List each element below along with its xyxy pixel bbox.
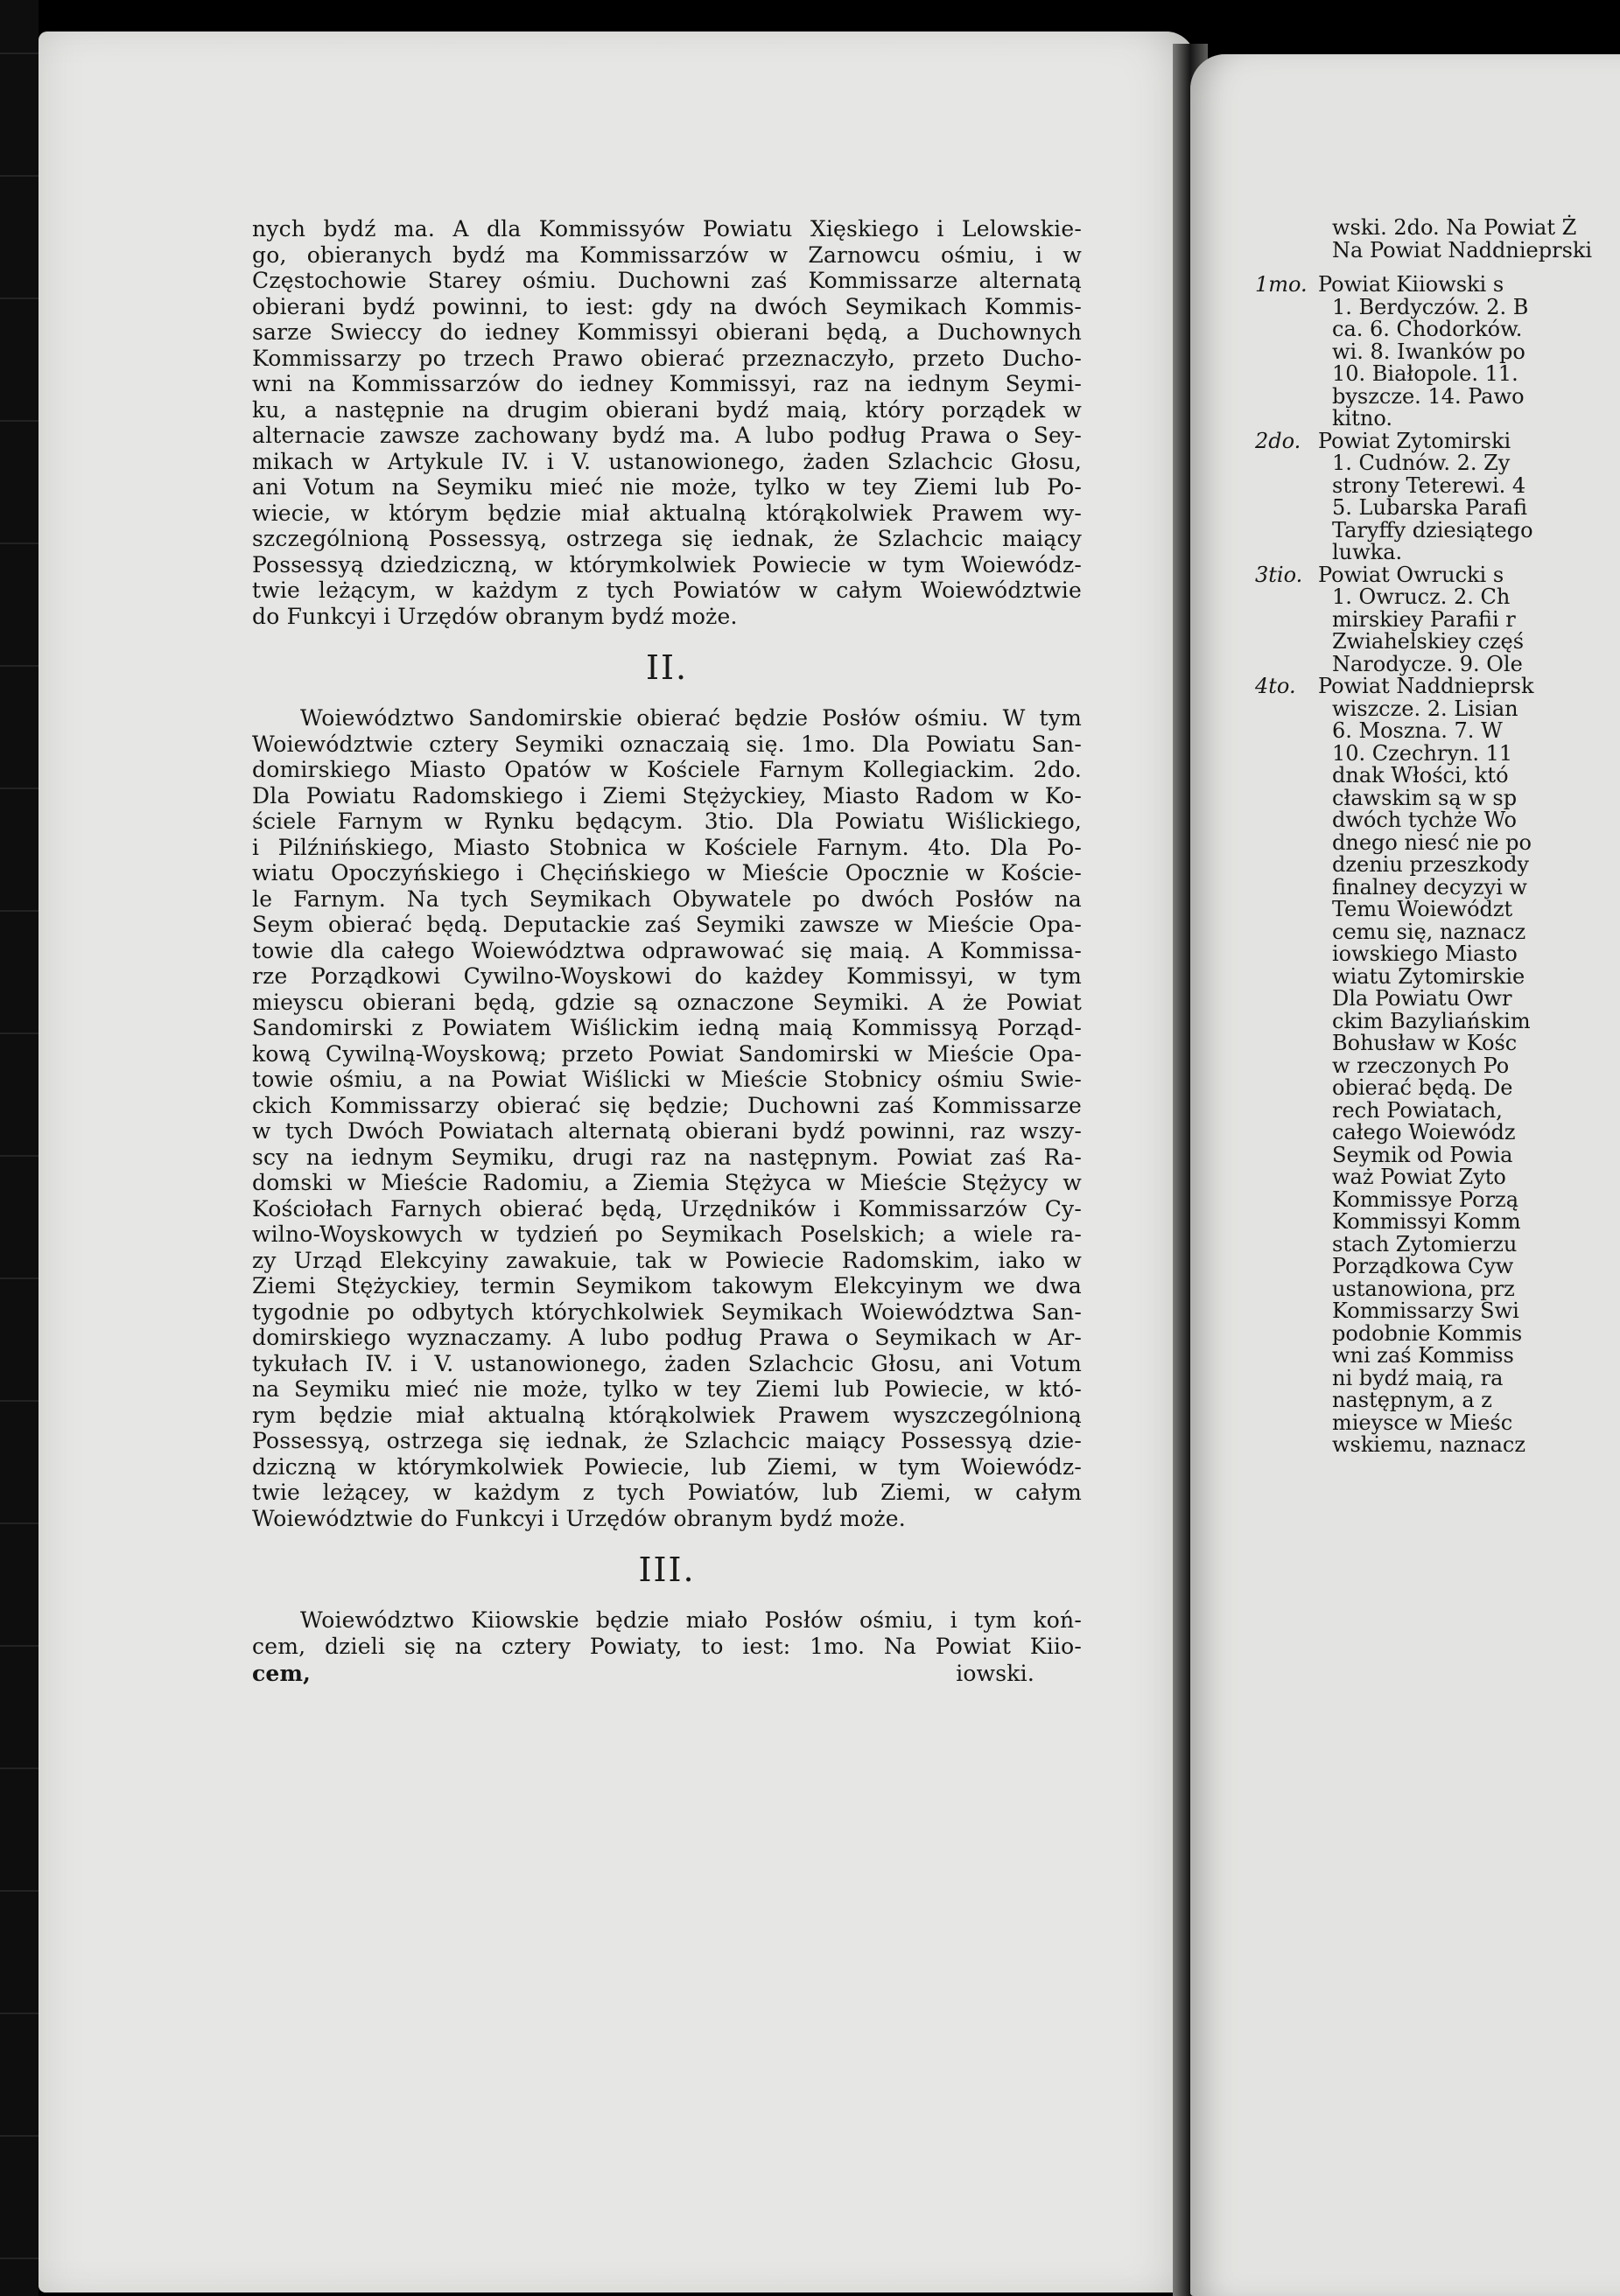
right-text-line: [1332, 740, 1620, 766]
text-line: Woiewództwie do Funkcyi i Urzędów obranym bydź może.: [252, 1505, 906, 1531]
right-text-line: [1332, 606, 1620, 632]
right-text-line: [1332, 408, 1620, 430]
line-text: kitno.: [1332, 406, 1392, 430]
text-line: Woiewództwo Sandomirskie obierać będzie Posłów ośmiu. W tym: [300, 705, 1082, 731]
text-line: obierani bydź powinni, to iest: gdy na dwóch Seymikach Kommis-: [252, 293, 1082, 319]
line-text: dnego niesć nie po: [1332, 830, 1532, 855]
right-text-line: [1332, 452, 1620, 475]
line-text: Taryffy dziesiątego: [1332, 517, 1533, 542]
line-text: Porządkowa Cyw: [1332, 1254, 1514, 1278]
line-text: Zwiahelskiey częś: [1332, 629, 1525, 654]
line-text: luwka.: [1332, 540, 1403, 564]
line-text: Temu Woiewództ: [1332, 897, 1513, 921]
line-text: obierać będą. De: [1332, 1075, 1513, 1100]
text-line: twie leżącey, w każdym z tych Powiatów, lub Ziemi, w całym: [252, 1480, 1082, 1505]
right-text-line: [1332, 899, 1620, 921]
line-text: Kommissye Porzą: [1332, 1186, 1518, 1212]
line-text: wiszcze. 2. Lisian: [1332, 696, 1518, 721]
line-text: wi. 8. Iwanków po: [1332, 339, 1525, 364]
section-number-3: III.: [638, 1550, 696, 1589]
text-line: ściele Farnym w Rynku będącym. 3tio. Dla Powiatu Wiślickiego,: [252, 808, 1082, 834]
text-line: ckich Kommissarzy obierać się będzie; Duchowni zaś Kommissarze: [252, 1092, 1082, 1118]
text-line: rym będzie miał aktualną którąkolwiek Prawem wyszczególnioną: [252, 1402, 1082, 1428]
right-text-line: [1332, 651, 1620, 676]
line-text: Bohusław w Kośc: [1332, 1031, 1518, 1055]
line-text: ustanowiona, prz: [1332, 1276, 1515, 1301]
line-text: następnym, a z: [1332, 1388, 1492, 1412]
text-line: tygodnie po odbytych którychkolwiek Seymikach Woiewództwa San-: [252, 1298, 1082, 1325]
line-text: 10. Czechryn. 11: [1332, 740, 1513, 766]
text-line: go, obieranych bydź ma Kommissarzów w Zarnowcu ośmiu, i w: [252, 242, 1082, 268]
line-text: waż Powiat Zyto: [1332, 1165, 1506, 1189]
scan-edge: [0, 0, 39, 2296]
text-line: Woiewództwie cztery Seymiki oznaczaią się. 1mo. Dla Powiatu San-: [252, 731, 1082, 757]
text-line: wilno-Woyskowych w tydzień po Seymikach Poselskich; a wiele ra-: [252, 1222, 1082, 1247]
right-text-line: [1332, 854, 1620, 877]
right-text-line: [1332, 1278, 1620, 1301]
right-text-line: [1332, 765, 1620, 788]
line-text: strony Teterewi. 4: [1332, 472, 1526, 498]
line-text: wskiemu, naznacz: [1332, 1432, 1526, 1457]
line-text: Dla Powiatu Owr: [1332, 986, 1512, 1011]
left-page-text: [252, 216, 1082, 1687]
text-line: i Pilźnińskiego, Miasto Stobnica w Kościele Farnym. 4to. Dla Po-: [252, 834, 1082, 860]
right-text-line: [1332, 1008, 1620, 1033]
right-text-line: [1332, 1166, 1620, 1189]
line-text: byszcze. 14. Pawo: [1332, 383, 1525, 409]
line-text: 1. Cudnów. 2. Zy: [1332, 451, 1511, 475]
line-text: dnak Włości, któ: [1332, 763, 1509, 788]
right-text-line: [1332, 809, 1620, 832]
text-line: twie leżącym, w każdym z tych Powiatów w całym Woiewództwie: [252, 578, 1082, 603]
text-line: zy Urząd Elekcyiny zawakuie, tak w Powiecie Radomskim, iako w: [252, 1247, 1082, 1273]
right-text-line: [1332, 1320, 1620, 1346]
right-text-line: [1255, 674, 1620, 698]
right-text-line: [1332, 1300, 1620, 1323]
text-line: kową Cywilną-Woyskową; przeto Powiat Sandomirski w Mieście Opa-: [252, 1040, 1082, 1067]
text-line: Possessyą dziedziczną, w którymkolwiek Powiecie w tym Woiewódz-: [252, 551, 1082, 578]
right-text-line: [1332, 785, 1620, 810]
right-page-text: [1255, 215, 1620, 1457]
right-text-line: [1332, 472, 1620, 498]
text-line: dziczną w którymkolwiek Powiecie, lub Ziemi, w tym Woiewódz-: [252, 1453, 1082, 1480]
text-line: tykułach IV. i V. ustanowionego, żaden Szlachcic Głosu, ani Votum: [252, 1350, 1082, 1376]
line-text: Na Powiat Naddnieprski: [1332, 237, 1593, 262]
right-text-line: [1332, 1032, 1620, 1055]
right-text-line: [1332, 341, 1620, 364]
line-text: cławskim są w sp: [1332, 785, 1518, 810]
right-text-line: [1332, 921, 1620, 944]
right-text-line: [1332, 963, 1620, 989]
text-line: Dla Powiatu Radomskiego i Ziemi Stężyckiey, Miasto Radom w Ko-: [252, 782, 1082, 808]
section-number-2: II.: [645, 648, 689, 687]
text-line: wni na Kommissarzów do iedney Kommissyi, raz na iednym Seymi-: [252, 371, 1082, 396]
text-line: Possessyą, ostrzega się iednak, że Szlachcic maiący Possessyą dzie-: [252, 1428, 1082, 1453]
right-text-line: [1255, 272, 1620, 297]
text-line: wiatu Opoczyńskiego i Chęcińskiego w Mieście Opocznie w Koście-: [252, 860, 1082, 886]
text-line: Sandomirski z Powiatem Wiślickim iedną maią Kommissyą Porząd-: [252, 1015, 1082, 1040]
text-line: le Farnym. Na tych Seymikach Obywatele po dwóch Posłów na: [252, 886, 1082, 912]
right-text-line: [1332, 1122, 1620, 1144]
right-text-line: [1332, 943, 1620, 966]
right-text-line: [1255, 562, 1620, 587]
right-text-line: [1332, 517, 1620, 542]
line-text: Kommissarzy Swi: [1332, 1298, 1519, 1323]
right-text-line: [1332, 318, 1620, 341]
right-text-line: [1332, 631, 1620, 654]
right-text-line: [1255, 428, 1620, 453]
text-line: sarze Swieccy do iedney Kommissyi obierani będą, a Duchownych: [252, 319, 1082, 345]
line-text: mirskiey Parafii r: [1332, 606, 1516, 632]
line-text: Powiat Kiiowski s: [1318, 272, 1504, 297]
paragraph-3: [252, 1607, 1082, 1659]
right-text-line: [1332, 1412, 1620, 1435]
text-line: szczególnioną Possessyą, ostrzega się iednak, że Szlachcic maiący: [252, 526, 1082, 551]
line-text: wski. 2do. Na Powiat Ż: [1332, 215, 1577, 240]
line-text: w rzeczonych Po: [1332, 1053, 1510, 1078]
right-text-line: [1332, 1390, 1620, 1412]
text-line: wiecie, w którym będzie miał aktualną którąkolwiek Prawem wy-: [252, 500, 1082, 526]
line-text: 6. Moszna. 7. W: [1332, 718, 1503, 743]
line-text: podobnie Kommis: [1332, 1320, 1523, 1346]
paragraph-1: [252, 216, 1082, 629]
line-text: całego Woiewódz: [1332, 1120, 1516, 1144]
line-text: 10. Białopole. 11.: [1332, 361, 1518, 386]
text-line: Kościołach Farnych obierać będą, Urzędników i Kommissarzów Cy-: [252, 1195, 1082, 1222]
section-label: 4to.: [1255, 674, 1296, 698]
section-label: 3tio.: [1255, 562, 1303, 587]
paragraph-2: [252, 705, 1082, 1531]
right-text-line: [1332, 497, 1620, 520]
text-line: na Seymiku mieć nie może, tylko w tey Ziemi lub Powiecie, w któ-: [252, 1376, 1082, 1402]
section-label: 2do.: [1255, 428, 1301, 453]
text-line: Woiewództwo Kiiowskie będzie miało Posłów ośmiu, i tym koń-: [300, 1607, 1082, 1633]
text-line: rze Porządkowi Cywilno-Woyskowi do każdey Kommissyi, w tym: [252, 963, 1082, 989]
right-text-line: [1332, 1055, 1620, 1078]
line-text: Narodycze. 9. Ole: [1332, 651, 1523, 676]
line-text: Powiat Naddnieprsk: [1318, 674, 1534, 698]
right-text-line: [1332, 720, 1620, 743]
right-text-line: [1332, 874, 1620, 900]
right-text-line: [1332, 217, 1620, 240]
line-text: rech Powiatach,: [1332, 1097, 1503, 1123]
right-text-line: [1332, 1434, 1620, 1457]
right-text-line: [1332, 698, 1620, 721]
line-text: Seymik od Powia: [1332, 1142, 1513, 1167]
text-line: alternacie zawsze zachowany bydź ma. A lubo podług Prawa o Sey-: [252, 423, 1082, 448]
text-line: do Funkcyi i Urzędów obranym bydź może.: [252, 603, 738, 629]
text-line: mikach w Artykule IV. i V. ustanowionego, żaden Szlachcic Głosu,: [252, 448, 1082, 474]
text-line: domirskiego Miasto Opatów w Kościele Farnym Kollegiackim. 2do.: [252, 757, 1082, 782]
line-text: dzeniu przeszkody: [1332, 852, 1529, 877]
right-text-line: [1332, 1097, 1620, 1123]
line-text: 1. Owrucz. 2. Ch: [1332, 584, 1511, 609]
line-text: wiatu Zytomirskie: [1332, 963, 1525, 989]
text-line: Seym obierać będą. Deputackie zaś Seymiki zawsze w Mieście Opa-: [252, 912, 1082, 937]
right-text-line: [1332, 294, 1620, 319]
right-text-line: [1332, 363, 1620, 386]
line-text: iowskiego Miasto: [1332, 942, 1518, 966]
line-text: dwóch tychże Wo: [1332, 808, 1517, 832]
text-line: cem, dzieli się na cztery Powiaty, to iest: 1mo. Na Powiat Kiio-: [252, 1633, 1082, 1659]
text-line: towie dla całego Woiewództwa odprawować się maią. A Kommissa-: [252, 937, 1082, 963]
right-text-line: [1332, 1365, 1620, 1390]
section-label: 1mo.: [1255, 272, 1308, 297]
text-line: domski w Mieście Radomiu, a Ziemia Stężyca w Mieście Stężycy w: [252, 1170, 1082, 1195]
line-text: mieysce w Mieśc: [1332, 1410, 1513, 1435]
text-line: domirskiego wyznaczamy. A lubo podług Prawa o Seymikach w Ar-: [252, 1325, 1082, 1350]
right-text-line: [1332, 1345, 1620, 1368]
right-text-line: [1332, 586, 1620, 609]
line-text: wni zaś Kommiss: [1332, 1343, 1514, 1368]
text-line: ku, a następnie na drugim obierani bydź maią, który porządek w: [252, 396, 1082, 423]
right-text-line: [1332, 1077, 1620, 1100]
text-line: Kommissarzy po trzech Prawo obierać przeznaczyło, przeto Ducho-: [252, 345, 1082, 371]
right-text-line: [1332, 383, 1620, 409]
catchword-right: iowski.: [956, 1661, 1034, 1686]
text-line: towie ośmiu, a na Powiat Wiślicki w Mieście Stobnicy ośmiu Swie-: [252, 1067, 1082, 1092]
line-text: ni bydź maią, ra: [1332, 1365, 1504, 1390]
line-text: cemu się, naznacz: [1332, 919, 1526, 944]
line-text: 1. Berdyczów. 2. B: [1332, 294, 1529, 319]
line-text: Kommissyi Komm: [1332, 1209, 1521, 1234]
line-text: Powiat Zytomirski: [1318, 428, 1511, 453]
line-text: finalney decyzyi w: [1332, 874, 1527, 900]
right-text-line: [1332, 1231, 1620, 1256]
right-text-line: [1332, 1256, 1620, 1278]
text-line: ani Votum na Seymiku mieć nie może, tylko w tey Ziemi lub Po-: [252, 474, 1082, 500]
text-line: nych bydź ma. A dla Kommissyów Powiatu Xięskiego i Lelowskie-: [252, 216, 1082, 242]
right-text-line: [1332, 1211, 1620, 1234]
text-line: scy na iednym Seymiku, drugi raz na następnym. Powiat zaś Ra-: [252, 1144, 1082, 1170]
right-text-line: [1332, 1186, 1620, 1212]
right-text-line: [1332, 1144, 1620, 1167]
right-text-line: [1332, 988, 1620, 1011]
text-line: mieyscu obierani będą, gdzie są oznaczone Seymiki. A że Powiat: [252, 989, 1082, 1015]
line-text: Powiat Owrucki s: [1318, 562, 1504, 587]
right-text-line: [1332, 237, 1620, 262]
text-line: Ziemi Stężyckiey, termin Seymikom takowym Elekcyinym we dwa: [252, 1273, 1082, 1298]
catchword-row: [252, 1661, 1082, 1687]
right-text-line: [1332, 832, 1620, 855]
line-text: 5. Lubarska Parafi: [1332, 495, 1528, 520]
line-text: ca. 6. Chodorków.: [1332, 317, 1523, 341]
right-text-line: [1332, 542, 1620, 564]
catchword-left: cem,: [252, 1661, 312, 1686]
line-text: stach Zytomierzu: [1332, 1231, 1518, 1256]
text-line: Częstochowie Starey ośmiu. Duchowni zaś Kommissarze alternatą: [252, 268, 1082, 293]
line-text: ckim Bazyliańskim: [1332, 1008, 1531, 1033]
text-line: w tych Dwóch Powiatach alternatą obierani bydź powinni, raz wszy-: [252, 1118, 1082, 1144]
